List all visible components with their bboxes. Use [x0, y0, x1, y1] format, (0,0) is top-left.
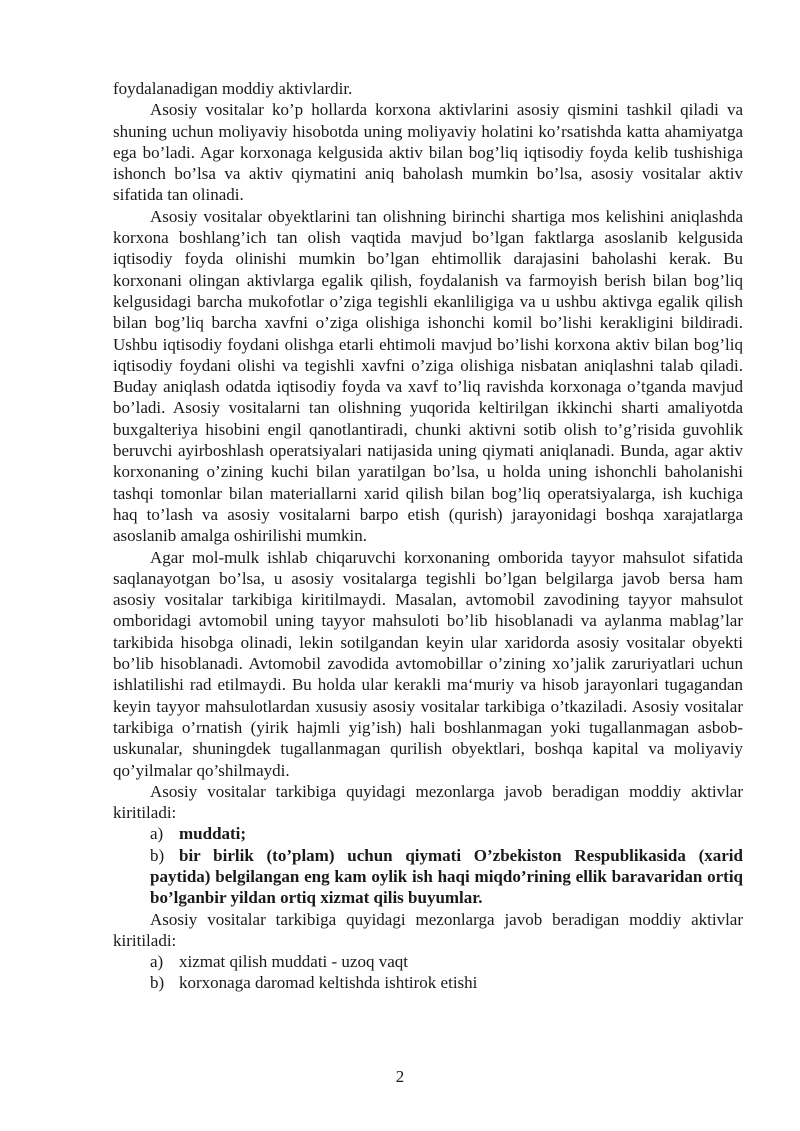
paragraph-3: Agar mol-mulk ishlab chiqaruvchi korxonaning omborida tayyor mahsulot sifatida saqlanayotgan bo’lsa, u asosiy vositalarga tegishli bo’lgan belgilarga javob bersa ham asosiy vositalar tarkibiga kiritilmaydi. Masalan, avtomobil zavodining tayyor mahsulot omboridagi avtomobil uning tayyor mahsuloti bo’lib hisoblanadi va aylanma mablag’lar tarkibida hisobga olinadi, lekin sotilgandan keyin ular xaridorda asosiy vositalar obyekti bo’lib hisoblanadi. Avtomobil zavodida avtomobillar o’zining xo’jalik zaruriyatlari uchun ishlatilishi rad etilmaydi. Bu holda ular kerakli ma‘muriy va hisob jarayonlari tugagandan keyin tayyor mahsulotlardan xususiy asosiy vositalar tarkibiga o’tkaziladi. Asosiy vositalar tarkibiga o’rnatish (yirik hajmli yig’ish) hali boshlanmagan yoki tugallanmagan asbob-uskunalar, shuningdek tugallanmagan qurilish obyektlari, boshqa kapital va moliyaviy qo’yilmalar qo’shilmaydi. [113, 547, 743, 780]
list-item-text: korxonaga daromad keltishda ishtirok etishi [179, 973, 478, 993]
list-item [113, 972, 743, 993]
page-number: 2 [395, 1067, 405, 1086]
list-marker: b) [150, 973, 165, 993]
list-marker: b) [150, 845, 165, 865]
list-item [113, 951, 743, 972]
list-item-text: muddati; [179, 824, 247, 844]
list-marker: a) [150, 952, 164, 972]
list-item-text: bir birlik (to’plam) uchun qiymati O’zbekiston Respublikasida (xarid paytida) belgilangan eng kam oylik ish haqi miqdo’rining ellik baravaridan ortiq bo’lganbir yildan ortiq xizmat qilis buyumlar. [150, 845, 743, 908]
paragraph-5: Asosiy vositalar tarkibiga quyidagi mezonlarga javob beradigan moddiy aktivlar kiritiladi: [113, 909, 743, 950]
list-item [113, 845, 743, 909]
paragraph-2: Asosiy vositalar obyektlarini tan olishning birinchi shartiga mos kelishini aniqlashda korxona boshlang’ich tan olish vaqtida mavjud bo’lgan faktlarga asoslanib kelgusida iqtisodiy foyda olinishi mumkin bo’lgan ehtimollik darajasini baholashi kerak. Bu korxonani olingan aktivlarga egalik qilish, foydalanish va farmoyish berish bilan bog’liq kelgusidagi barcha mukofotlar o’ziga tegishli ekanliligiga va u ushbu aktivga egalik qilish bilan bog’liq barcha xavfni o’ziga olishiga ishonchi komil bo’lishi kerakligini bildiradi. Ushbu iqtisodiy foydani olishga etarli ehtimoli mavjud bo’lishi korxona aktiv bilan bog’liq iqtisodiy foydani olishi va tegishli xavfni o’ziga olishiga nisbatan aniqlashni talab qiladi. Buday aniqlash odatda iqtisodiy foyda va xavf to’liq ravishda korxonaga o’tganda mavjud bo’ladi. Asosiy vositalarni tan olishning yuqorida keltirilgan ikkinchi sharti amaliyotda buxgalteriya hisobini engil qanotlantiradi, chunki aktivni sotib olish to’g’risida guvohlik beruvchi ayirboshlash operatsiyalari natijasida uning qiymati aniqlanadi. Bunda, agar aktiv korxonaning o’zining kuchi bilan yaratilgan bo’lsa, u holda uning ishonchli baholanishi tashqi tomonlar bilan materiallarni xarid qilish bilan bog’liq operatsiyalarga, ish kuchiga haq to’lash va asosiy vositalarni barpo etish (qurish) jarayonidagi boshqa xarajatlarga asoslanib amalga oshirilishi mumkin. [113, 206, 743, 546]
list-marker: a) [150, 824, 164, 844]
document-page [113, 78, 743, 994]
paragraph-continuation: foydalanadigan moddiy aktivlardir. [113, 79, 353, 98]
paragraph-1: Asosiy vositalar ko’p hollarda korxona aktivlarini asosiy qismini tashkil qiladi va shuning uchun moliyaviy hisobotda uning moliyaviy holatini ko’rsatishda katta ahamiyatga ega bo’ladi. Agar korxonaga kelgusida aktiv bilan bog’liq iqtisodiy foyda kelib tushishiga ishonch bo’lsa va aktiv qiymatini aniq baholash mumkin bo’lsa, asosiy vositalar aktiv sifatida tan olinadi. [113, 100, 743, 205]
list-item [113, 823, 743, 844]
list-item-text: xizmat qilish muddati - uzoq vaqt [179, 952, 408, 972]
paragraph-4: Asosiy vositalar tarkibiga quyidagi mezonlarga javob beradigan moddiy aktivlar kiritiladi: [113, 781, 743, 823]
